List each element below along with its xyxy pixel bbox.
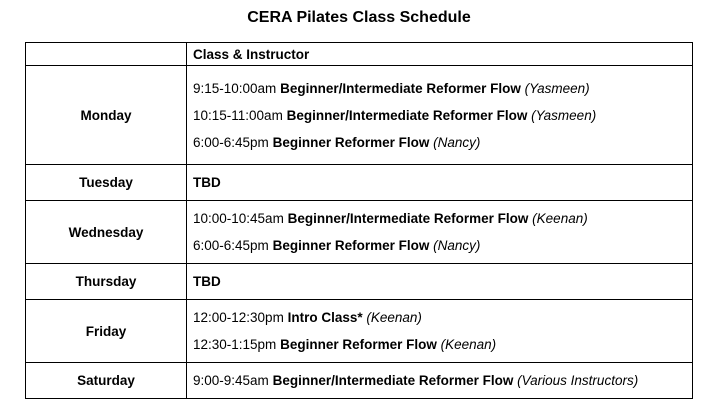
- classes-friday: [187, 300, 693, 363]
- class-instructor: (Nancy): [433, 134, 481, 150]
- class-instructor: (Yasmeen): [524, 80, 590, 96]
- classes-tuesday: [187, 165, 693, 201]
- table-row-tuesday: [26, 165, 693, 201]
- class-instructor: (Keenan): [366, 310, 422, 325]
- class-time: 6:00-6:45pm: [193, 134, 269, 150]
- class-name: Beginner/Intermediate Reformer Flow: [286, 107, 528, 123]
- page-title: CERA Pilates Class Schedule: [247, 9, 471, 26]
- class-time: 12:00-12:30pm: [193, 310, 284, 325]
- class-entry: [193, 304, 692, 331]
- day-saturday: Saturday: [26, 363, 187, 399]
- table-row-friday: [26, 300, 693, 363]
- class-name: TBD: [193, 274, 221, 289]
- class-entry: [193, 268, 692, 295]
- class-name: TBD: [193, 175, 221, 190]
- class-time: 9:15-10:00am: [193, 80, 277, 96]
- class-entry: [193, 331, 692, 358]
- class-time: 12:30-1:15pm: [193, 337, 277, 352]
- day-wednesday: Wednesday: [26, 201, 187, 264]
- table-row-thursday: [26, 264, 693, 300]
- class-entry: [193, 367, 692, 394]
- table-row-wednesday: [26, 201, 693, 264]
- class-instructor: (Keenan): [532, 211, 588, 226]
- class-name: Beginner/Intermediate Reformer Flow: [280, 80, 521, 96]
- schedule-table: [25, 42, 693, 399]
- class-name: Beginner/Intermediate Reformer Flow: [272, 373, 514, 388]
- header-class-instructor: Class & Instructor: [187, 43, 693, 66]
- class-entry: [193, 75, 692, 102]
- classes-thursday: [187, 264, 693, 300]
- class-instructor: (Yasmeen): [531, 107, 597, 123]
- class-entry: [193, 169, 692, 196]
- header-day-cell: [26, 43, 187, 66]
- classes-monday: [187, 66, 693, 165]
- classes-saturday: [187, 363, 693, 399]
- class-instructor: (Nancy): [433, 238, 481, 253]
- class-time: 6:00-6:45pm: [193, 238, 269, 253]
- class-name: Beginner/Intermediate Reformer Flow: [287, 211, 529, 226]
- class-name: Beginner Reformer Flow: [272, 238, 430, 253]
- class-instructor: (Keenan): [440, 337, 497, 352]
- class-time: 10:15-11:00am: [193, 107, 283, 123]
- table-header-row: [26, 43, 693, 66]
- class-time: 9:00-9:45am: [193, 373, 269, 388]
- class-time: 10:00-10:45am: [193, 211, 284, 226]
- class-name: Intro Class*: [287, 310, 363, 325]
- day-monday: Monday: [26, 66, 187, 165]
- day-tuesday: Tuesday: [26, 165, 187, 201]
- class-entry: [193, 102, 692, 129]
- class-entry: [193, 232, 692, 259]
- class-name: Beginner Reformer Flow: [272, 134, 430, 150]
- table-row-saturday: [26, 363, 693, 399]
- class-entry: [193, 129, 692, 156]
- day-friday: Friday: [26, 300, 187, 363]
- class-instructor: (Various Instructors): [517, 373, 639, 388]
- table-row-monday: [26, 66, 693, 165]
- day-thursday: Thursday: [26, 264, 187, 300]
- class-entry: [193, 205, 692, 232]
- class-name: Beginner Reformer Flow: [280, 337, 437, 352]
- classes-wednesday: [187, 201, 693, 264]
